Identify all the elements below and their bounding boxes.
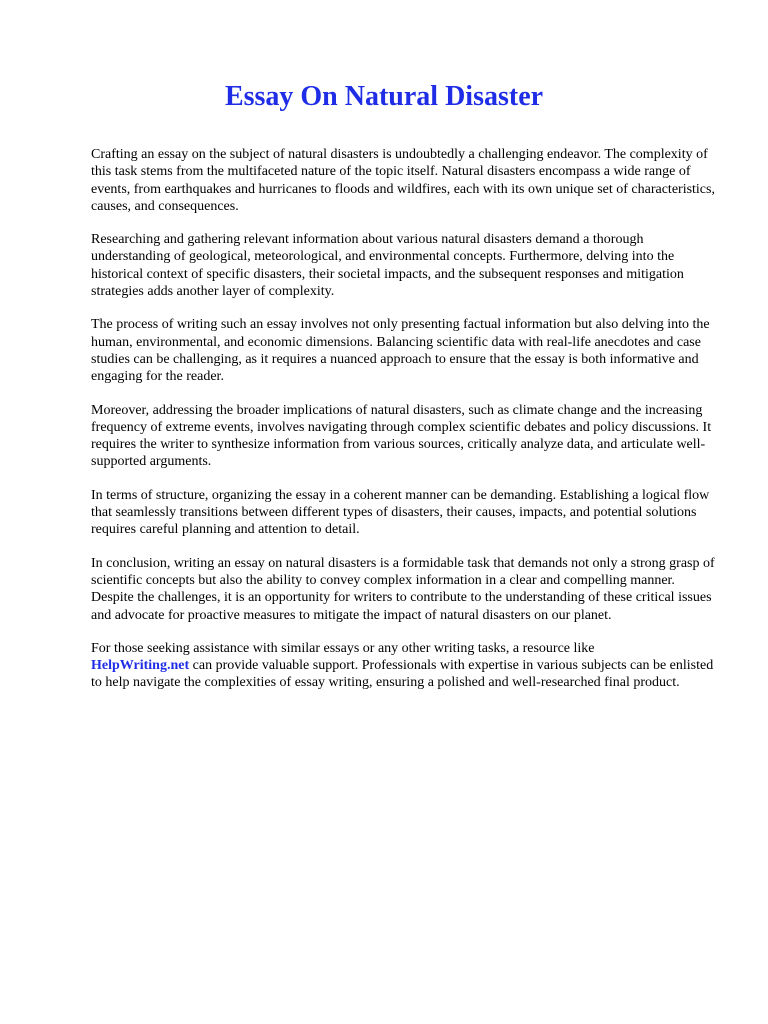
paragraph-research: Researching and gathering relevant information about various natural disasters demand a thorough understanding of geological, meteorological, and environmental concepts. Furthermore, delving into the historical context of specific disasters, their societal impacts, and the subsequent responses and mitigation strategies adds another layer of complexity.: [91, 232, 684, 300]
paragraph-intro: Crafting an essay on the subject of natural disasters is undoubtedly a challenging endeavor. The complexity of this task stems from the multifaceted nature of the topic itself. Natural disasters encompass a wide range of events, from earthquakes and hurricanes to floods and wildfires, each with its own unique set of characteristics, causes, and consequences.: [91, 147, 715, 214]
resource-text-before-link: For those seeking assistance with similar essays or any other writing tasks, a resource like: [91, 640, 595, 656]
paragraph-structure: In terms of structure, organizing the essay in a coherent manner can be demanding. Establishing a logical flow that seamlessly transitions between different types of disasters, their causes, impacts, and potential solutions requires careful planning and attention to detail.: [91, 487, 710, 538]
paragraph-resource: [91, 640, 715, 692]
paragraph-writing-process: The process of writing such an essay involves not only presenting factual information but also delving into the human, environmental, and economic dimensions. Balancing scientific data with real-life anecdotes and case studies can be challenging, as it requires a nuanced approach to ensure that the essay is both informative and engaging for the reader.: [91, 317, 710, 385]
paragraph-conclusion: In conclusion, writing an essay on natural disasters is a formidable task that demands not only a strong grasp of scientific concepts but also the ability to convey complex information in a clear and compelling manner. Despite the challenges, it is an opportunity for writers to contribute to the understanding of these critical issues and advocate for proactive measures to mitigate the impact of natural disasters on our planet.: [91, 555, 715, 623]
helpwriting-link[interactable]: HelpWriting.net: [91, 658, 190, 674]
page-title: Essay On Natural Disaster: [224, 81, 544, 112]
resource-text-after-link: can provide valuable support. Professionals with expertise in various subjects can be enlisted to help navigate the complexities of essay writing, ensuring a polished and well-researched final product.: [91, 658, 714, 691]
paragraph-implications: Moreover, addressing the broader implications of natural disasters, such as climate change and the increasing frequency of extreme events, involves navigating through complex scientific debates and policy discussions. It requires the writer to synthesize information from various sources, critically analyze data, and articulate well-supported arguments.: [91, 402, 712, 470]
essay-body: [91, 146, 715, 708]
